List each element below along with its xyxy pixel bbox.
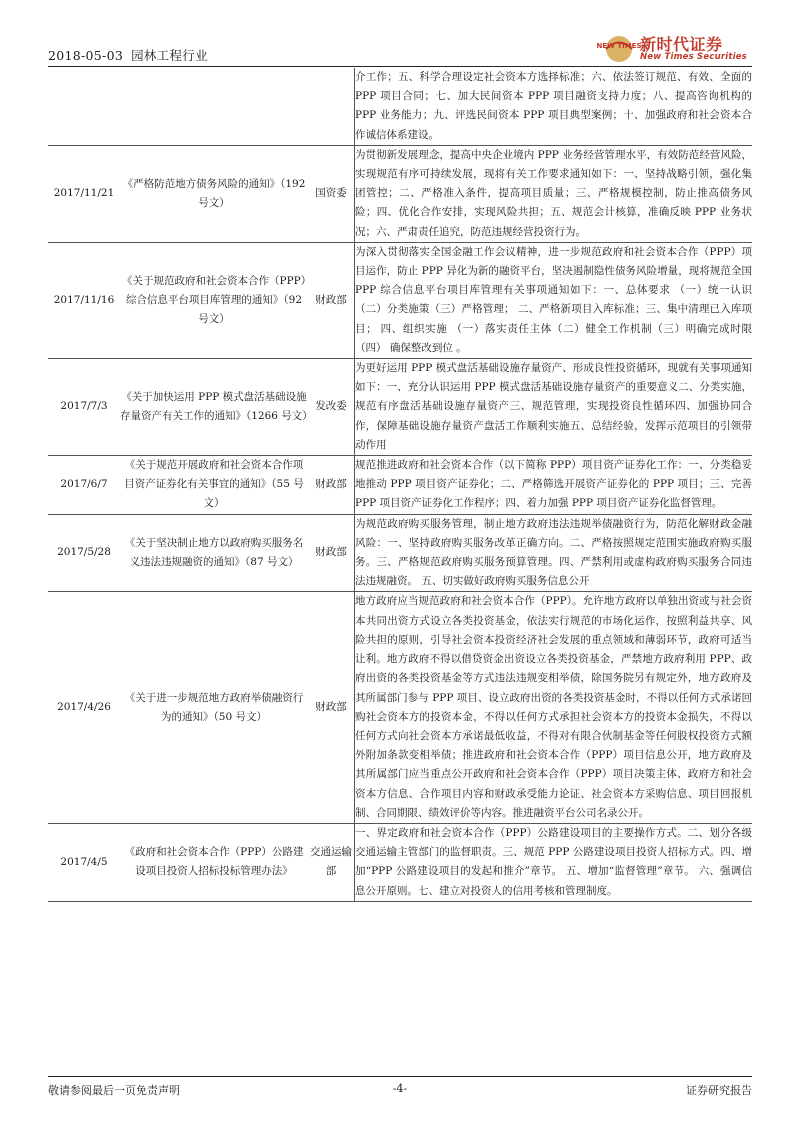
issuing-department: 财政部 [308,456,355,515]
table-row [48,514,752,592]
logo-english-name: New Times Securities [640,52,747,62]
issuing-department: 发改委 [308,359,355,456]
policy-content: 地方政府应当规范政府和社会资本合作（PPP）。允许地方政府以单独出资或与社会资本共同出资方式设立各类投资基金，依法实行规范的市场化运作，按照利益共享、风险共担的原则，引导社会资本投资经济社会发展的重点领域和薄弱环节，政府可适当让利。地方政府不得以借贷资金出资设立各类投资基金，严禁地方政府利用 PPP、政府出资的各类投资基金等方式违法违规变相举债，除国务院另有规定外，地方政府及其所属部门参与 PPP 项目、设立政府出资的各类投资基金时，不得以任何方式承诺回购社会资本方的投资本金，不得以任何方式承担社会资本方的投资本金损失，不得以任何方式向社会资本方承诺最低收益，不得对有限合伙制基金等任何股权投资方式额外附加条款变相举债；推进政府和社会资本合作（PPP）项目信息公开，地方政府及其所属部门应当重点公开政府和社会资本合作（PPP）项目决策主体、政府方和社会资本方信息、合作项目内容和财政承受能力论证、社会资本方采购信息、项目回报机制、合同期限、绩效评价等内容。推进融资平台公司名录公开。 [355,592,753,823]
table-row [48,823,752,901]
logo-emblem-icon [596,34,642,64]
table-row [48,145,752,242]
policy-table [48,68,752,902]
policy-document: 《政府和社会资本合作（PPP）公路建设项目投资人招标投标管理办法》 [120,823,308,901]
policy-content: 一、界定政府和社会资本合作（PPP）公路建设项目的主要操作方式。二、划分各级交通运输主管部门的监督职责。三、规范 PPP 公路建设项目投资人招标方式。四、增加“PPP 公路建设项目的发起和推介”章节。 五、增加“监督管理”章节。 六、强调信息公开原则。七、建立对投资人的信用考核和管理制度。 [355,823,753,901]
policy-document: 《严格防范地方债务风险的通知》（192 号文） [120,145,308,242]
policy-content: 为规范政府购买服务管理，制止地方政府违法违规举债融资行为，防范化解财政金融风险：一、坚持政府购买服务改革正确方向。二、严格按照规定范围实施政府购买服务。三、严格规范政府购买服务预算管理。四、严禁利用或虚构政府购买服务合同违法违规融资。 五、切实做好政府购买服务信息公开 [355,514,753,592]
issuing-department [308,68,355,145]
table-row [48,242,752,358]
policy-document: 《关于进一步规范地方政府举债融资行为的通知》（50 号文） [120,592,308,823]
footer-divider [48,1076,752,1077]
table-row [48,456,752,515]
policy-date [48,68,120,145]
report-date: 2018-05-03 [48,48,124,63]
industry-name: 园林工程行业 [131,48,208,63]
report-type: 证券研究报告 [686,1084,752,1097]
policy-date: 2017/5/28 [48,514,120,592]
policy-document: 《关于坚决制止地方以政府购买服务名义违法违规融资的通知》（87 号文） [120,514,308,592]
policy-date: 2017/6/7 [48,456,120,515]
issuing-department: 财政部 [308,242,355,358]
logo-mark-new: NEW TIMES [596,42,642,50]
policy-document: 《关于规范政府和社会资本合作（PPP）综合信息平台项目库管理的通知》（92 号文） [120,242,308,358]
disclaimer-note: 敬请参阅最后一页免责声明 [48,1084,180,1097]
policy-content: 为贯彻新发展理念，提高中央企业境内 PPP 业务经营管理水平，有效防范经营风险，实现规范有序可持续发展，现将有关工作要求通知如下：一、坚持战略引领，强化集团管控；二、严格准入条件，提高项目质量；三、严格规模控制，防止推高债务风险；四、优化合作安排，实现风险共担；五、规范会计核算，准确反映 PPP 业务状况；六、严肃责任追究，防范违规经营投资行为。 [355,145,753,242]
policy-content: 为更好运用 PPP 模式盘活基础设施存量资产、形成良性投资循环，现就有关事项通知如下：一、充分认识运用 PPP 模式盘活基础设施存量资产的重要意义二、分类实施，规范有序盘活基础设施存量资产三、规范管理，实现投资良性循环四、加强协同合作，保障基础设施存量资产盘活工作顺利实施五、总结经验，发挥示范项目的引领带动作用 [355,359,753,456]
policy-date: 2017/4/5 [48,823,120,901]
policy-date: 2017/7/3 [48,359,120,456]
policy-document: 《关于规范开展政府和社会资本合作项目资产证券化有关事宜的通知》（55 号文） [120,456,308,515]
policy-content: 为深入贯彻落实全国金融工作会议精神，进一步规范政府和社会资本合作（PPP）项目运作，防止 PPP 异化为新的融资平台，坚决遏制隐性债务风险增量，现将规范全国 PPP 综合信息平台项目库管理有关事项通知如下：一、总体要求 （一）统一认识（二）分类施策（三）严格管理； 二、严格新项目入库标准；三、集中清理已入库项目； 四、组织实施 （一）落实责任主体（二）健全工作机制（三）明确完成时限（四） 确保整改到位 。 [355,242,753,358]
header-divider [48,66,752,67]
issuing-department: 交通运输部 [308,823,355,901]
logo-chinese-name: 新时代证券 [640,35,723,54]
issuing-department: 财政部 [308,514,355,592]
policy-date: 2017/4/26 [48,592,120,823]
policy-document [120,68,308,145]
table-row [48,359,752,456]
policy-date: 2017/11/16 [48,242,120,358]
policy-date: 2017/11/21 [48,145,120,242]
policy-content: 规范推进政府和社会资本合作（以下简称 PPP）项目资产证券化工作：一、分类稳妥地推动 PPP 项目资产证券化；二、严格筛选开展资产证券化的 PPP 项目；三、完善 PPP 项目资产证券化工作程序；四、着力加强 PPP 项目资产证券化监督管理。 [355,456,753,515]
header-info [48,46,208,64]
issuing-department: 财政部 [308,592,355,823]
table-row [48,68,752,145]
table-row [48,592,752,823]
policy-content: 介工作；五、科学合理设定社会资本方选择标准；六、依法签订规范、有效、全面的 PPP 项目合同；七、加大民间资本 PPP 项目融资支持力度；八、提高咨询机构的 PPP 业务能力；九、评选民间资本 PPP 项目典型案例；十、加强政府和社会资本合作诚信体系建设。 [355,68,753,145]
issuing-department: 国资委 [308,145,355,242]
company-logo [596,30,752,70]
page-number: -4- [392,1082,408,1095]
page-header [48,35,752,68]
policy-document: 《关于加快运用 PPP 模式盘活基础设施存量资产有关工作的通知》（1266 号文） [120,359,308,456]
